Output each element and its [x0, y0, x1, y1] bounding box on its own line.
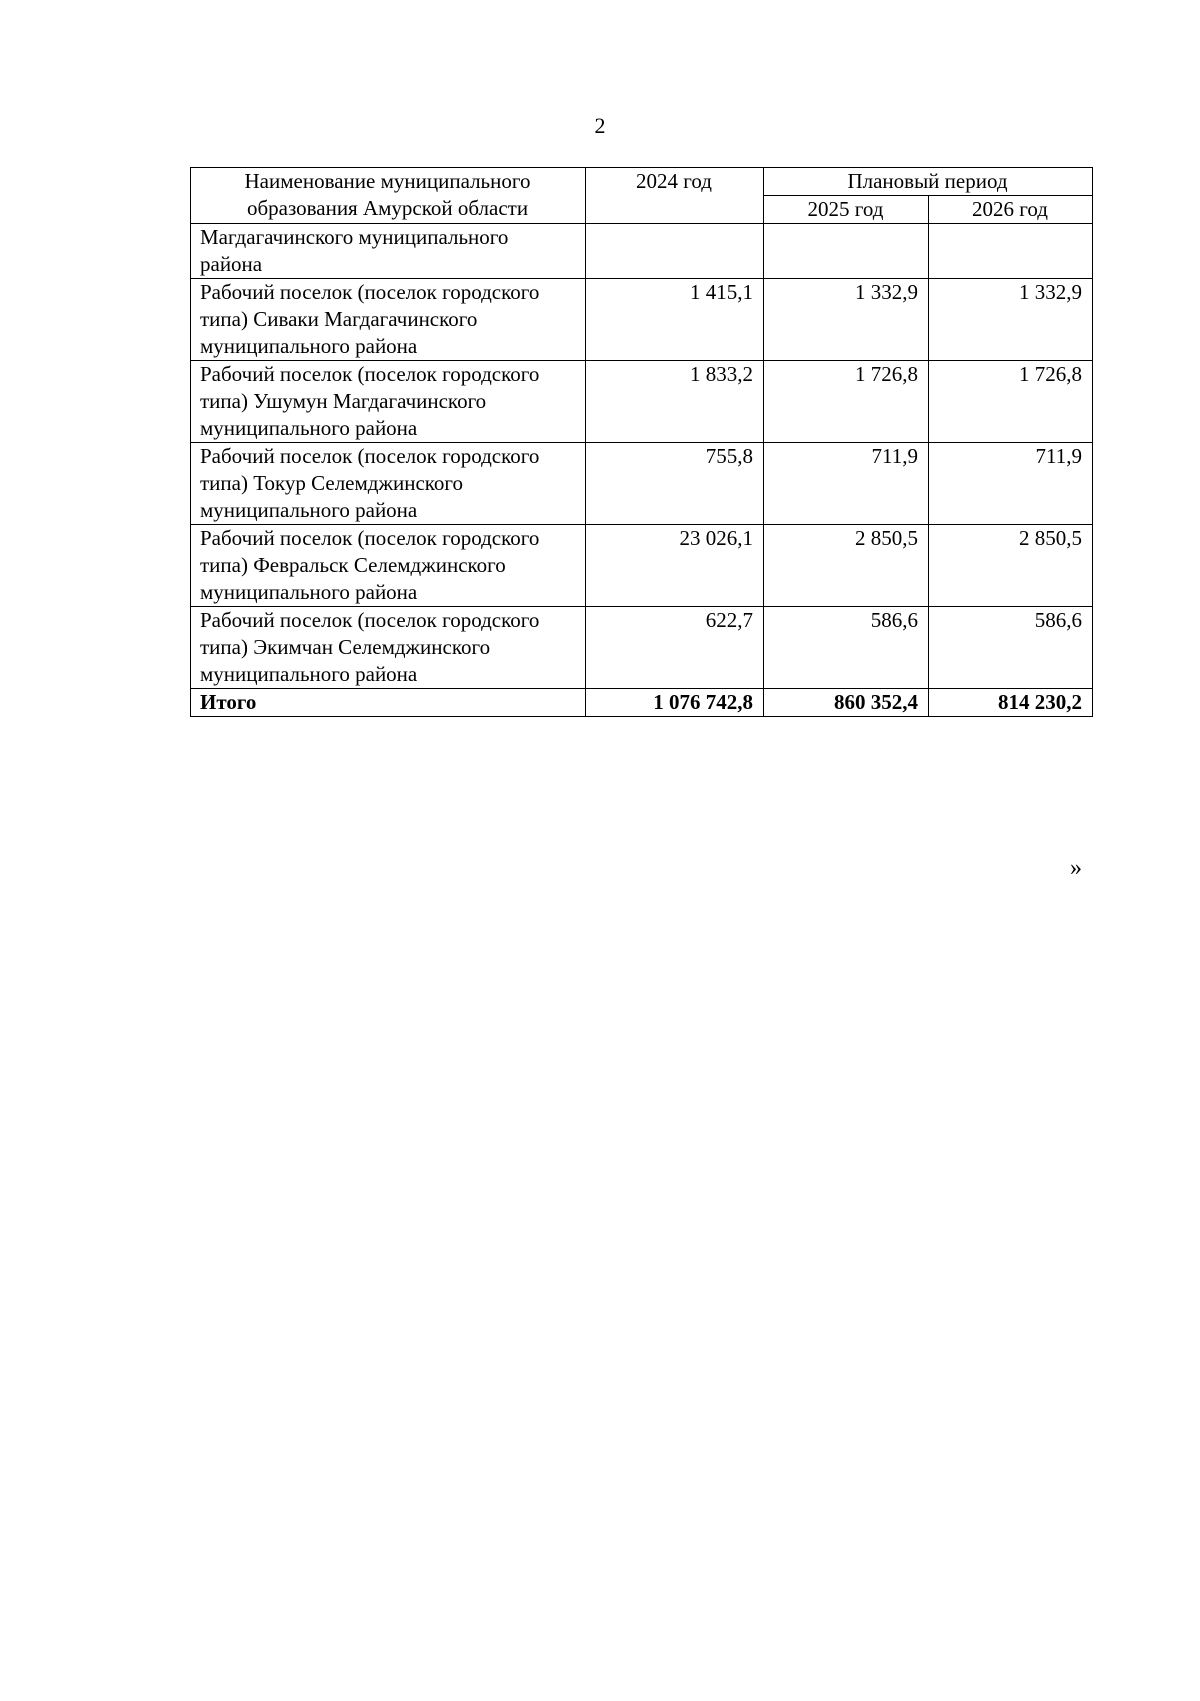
row-name: Рабочий поселок (поселок городского типа) Экимчан Селемджинского муниципального района: [191, 607, 586, 689]
row-value-2026: 2 850,5: [929, 525, 1093, 607]
row-value-2024: 755,8: [586, 443, 764, 525]
closing-quote: »: [1070, 855, 1082, 881]
row-value-2024: [586, 224, 764, 279]
header-year-2026: 2026 год: [929, 196, 1093, 224]
table-row: [191, 279, 1093, 361]
row-value-2024: 622,7: [586, 607, 764, 689]
table-row-total: [191, 689, 1093, 717]
header-municipality-name: Наименование муниципального образования Амурской области: [191, 168, 586, 224]
table-row-continuation: [191, 224, 1093, 279]
table-row: [191, 525, 1093, 607]
row-name: Магдагачинского муниципального района: [191, 224, 586, 279]
row-value-2025: 2 850,5: [764, 525, 929, 607]
total-value-2025: 860 352,4: [764, 689, 929, 717]
row-value-2026: 1 726,8: [929, 361, 1093, 443]
page-number: 2: [594, 113, 606, 138]
table-body: [191, 224, 1093, 717]
row-value-2026: 1 332,9: [929, 279, 1093, 361]
row-value-2025: 586,6: [764, 607, 929, 689]
header-year-2024: 2024 год: [586, 168, 764, 224]
row-value-2025: 1 726,8: [764, 361, 929, 443]
row-value-2024: 1 415,1: [586, 279, 764, 361]
row-value-2026: 711,9: [929, 443, 1093, 525]
row-value-2024: 1 833,2: [586, 361, 764, 443]
row-name: Рабочий поселок (поселок городского типа) Ушумун Магдагачинского муниципального района: [191, 361, 586, 443]
header-planned-period: Плановый период: [764, 168, 1093, 196]
row-value-2025: 1 332,9: [764, 279, 929, 361]
budget-table: [190, 167, 1093, 717]
table-row: [191, 443, 1093, 525]
total-label: Итого: [191, 689, 586, 717]
row-value-2025: 711,9: [764, 443, 929, 525]
header-year-2025: 2025 год: [764, 196, 929, 224]
row-value-2026: 586,6: [929, 607, 1093, 689]
row-value-2025: [764, 224, 929, 279]
row-value-2026: [929, 224, 1093, 279]
row-value-2024: 23 026,1: [586, 525, 764, 607]
total-value-2024: 1 076 742,8: [586, 689, 764, 717]
header-row-top: [191, 168, 1093, 196]
table-row: [191, 361, 1093, 443]
row-name: Рабочий поселок (поселок городского типа) Сиваки Магдагачинского муниципального района: [191, 279, 586, 361]
total-value-2026: 814 230,2: [929, 689, 1093, 717]
row-name: Рабочий поселок (поселок городского типа) Февральск Селемджинского муниципального района: [191, 525, 586, 607]
table-row: [191, 607, 1093, 689]
row-name: Рабочий поселок (поселок городского типа) Токур Селемджинского муниципального района: [191, 443, 586, 525]
table-header: [191, 168, 1093, 224]
